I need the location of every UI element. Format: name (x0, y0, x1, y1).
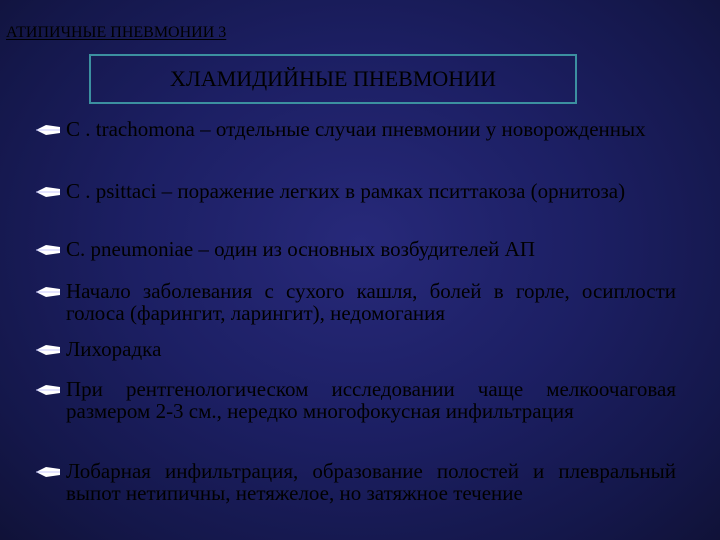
bullet-text: C. pneumoniae – один из основных возбудителей АП (66, 237, 535, 261)
subtitle-text: ХЛАМИДИЙНЫЕ ПНЕВМОНИИ (170, 66, 496, 91)
list-item (36, 280, 676, 324)
list-item (36, 118, 676, 140)
bullet-arrow-icon (36, 462, 60, 482)
list-item (36, 238, 676, 260)
bullet-text: C . trachomona – отдельные случаи пневмонии у новорожденных (66, 117, 646, 141)
bullet-text: При рентгенологическом исследовании чаще мелкоочаговая размером 2-3 см., нередко многофокусная инфильтрация (66, 377, 676, 423)
bullet-text: Лихорадка (66, 337, 162, 361)
bullet-text: Лобарная инфильтрация, образование полостей и плевральный выпот нетипичны, нетяжелое, но затяжное течение (66, 459, 676, 505)
bullet-arrow-icon (36, 120, 60, 140)
bullet-arrow-icon (36, 182, 60, 202)
slide-title: АТИПИЧНЫЕ ПНЕВМОНИИ 3 (6, 24, 227, 41)
bullet-arrow-icon (36, 282, 60, 302)
bullet-arrow-icon (36, 380, 60, 400)
bullet-text: C . psittaci – поражение легких в рамках пситтакоза (орнитоза) (66, 179, 626, 203)
bullet-arrow-icon (36, 340, 60, 360)
bullet-text: Начало заболевания с сухого кашля, болей в горле, осиплости голоса (фарингит, ларингит), недомогания (66, 279, 676, 325)
list-item (36, 378, 676, 422)
list-item (36, 338, 676, 360)
list-item (36, 180, 676, 202)
bullet-arrow-icon (36, 240, 60, 260)
list-item (36, 460, 676, 504)
